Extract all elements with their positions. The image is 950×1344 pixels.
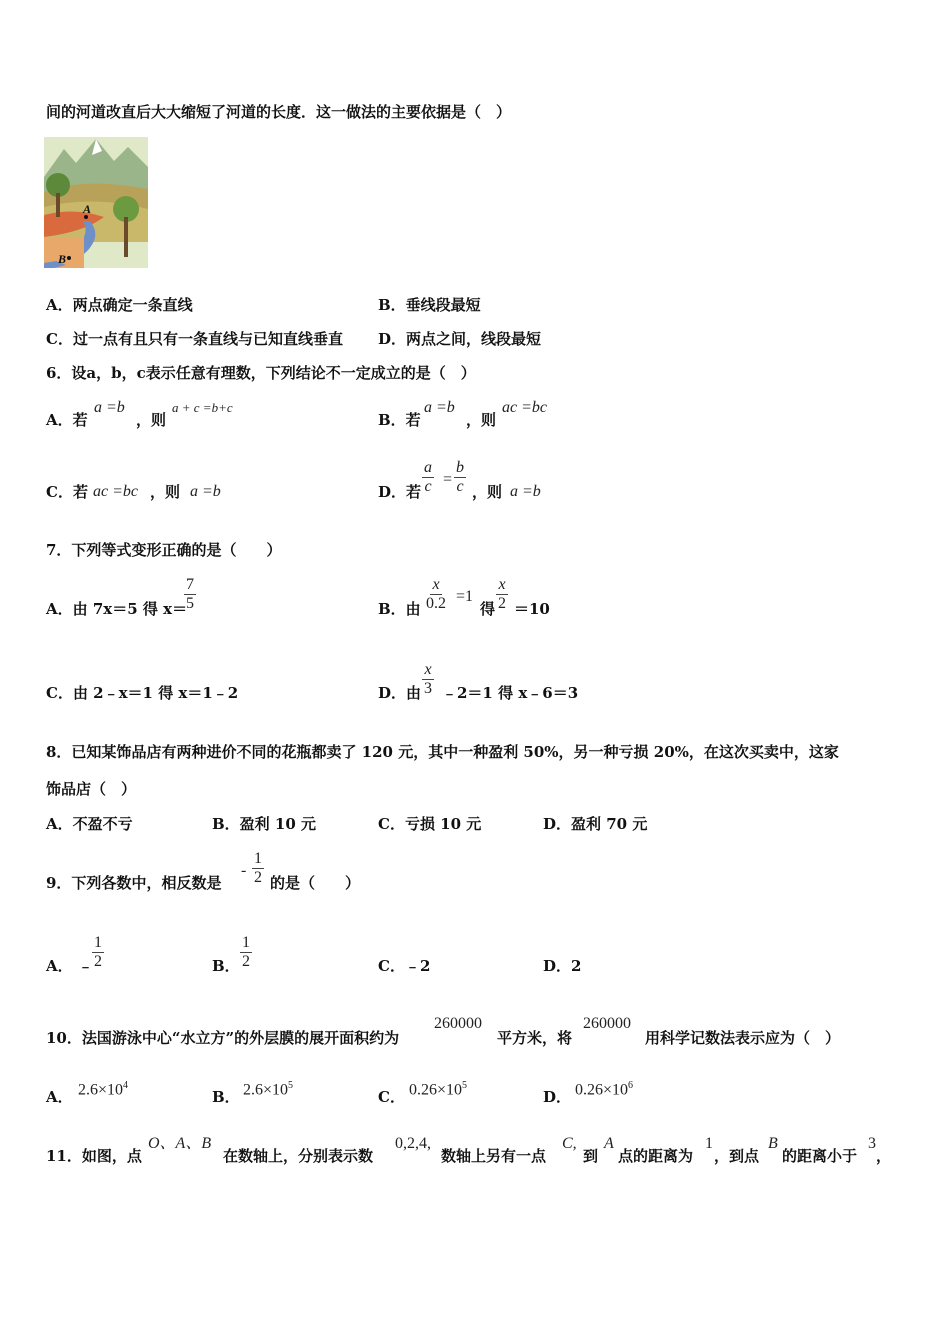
q5-stem: 间的河道改直后大大缩短了河道的长度．这一做法的主要依据是（ ） — [46, 103, 512, 121]
q8-option-c: C．亏损 10 元 — [378, 815, 482, 833]
q11-text-2: 在数轴上，分别表示数 — [223, 1147, 374, 1165]
q9-option-c: C．﹣2 — [378, 957, 431, 975]
q9-stem-fraction: $\frac{1}{2}$ — [254, 850, 262, 886]
q9-b-label: B． — [212, 957, 240, 975]
q10-d-label: D． — [543, 1088, 572, 1106]
q6-d-mid: ，则 — [472, 483, 503, 501]
q10-b-label: B． — [212, 1088, 240, 1106]
q10-c-label: C． — [378, 1088, 405, 1106]
q6-b-prefix: B．若 — [378, 411, 421, 429]
q7-d-prefix: D．由 — [378, 684, 422, 702]
q6-stem: 6．设a，b，c表示任意有理数，下列结论不一定成立的是（ ） — [46, 364, 476, 382]
q7-stem: 7．下列等式变形正确的是（ ） — [46, 541, 282, 559]
q6-b-eq1: a =b — [424, 399, 455, 416]
q6-d-equals: = — [443, 471, 453, 488]
q10-stem-suffix: 用科学记数法表示应为（ ） — [645, 1029, 841, 1047]
point-a-label: A — [83, 202, 92, 216]
q8-stem-line2: 饰品店（ ） — [46, 780, 137, 798]
q7-c-text: C．由 2﹣x＝1 得 x＝1﹣2 — [46, 684, 239, 702]
q7-b-fraction-2: $\frac{x}{2}$ — [498, 576, 506, 612]
q9-b-fraction: $\frac{1}{2}$ — [242, 934, 250, 970]
q10-stem-mid: 平方米，将 — [497, 1029, 573, 1047]
q6-d-fraction-1: $\frac{a}{c}$ — [424, 459, 432, 495]
q6-b-mid: ，则 — [466, 411, 497, 429]
q10-stem-prefix: 10．法国游泳中心“水立方”的外层膜的展开面积约为 — [46, 1029, 400, 1047]
q6-c-prefix: C．若 — [46, 483, 88, 501]
q6-d-eq2: a =b — [510, 483, 541, 500]
q6-a-eq1: a =b — [94, 399, 125, 416]
q5-option-c: C．过一点有且只有一条直线与已知直线垂直 — [46, 330, 343, 348]
q6-c-eq1: ac =bc — [93, 483, 138, 500]
q10-c-value: $0.26\times 10^5$ — [409, 1080, 468, 1099]
q9-a-fraction: $\frac{1}{2}$ — [94, 934, 102, 970]
q8-option-b: B．盈利 10 元 — [212, 815, 316, 833]
q9-stem-prefix: 9．下列各数中，相反数是 — [46, 874, 222, 892]
q8-stem-line1: 8．已知某饰品店有两种进价不同的花瓶都卖了 120 元，其中一种盈利 50%，另一种亏损 20%，在这次买卖中，这家 — [46, 743, 839, 761]
q7-b-fraction-1: $\frac{x}{0.2}$ — [426, 576, 446, 612]
q7-b-equals: =1 — [456, 588, 474, 605]
q10-a-value: $2.6\times 10^4$ — [78, 1080, 129, 1099]
q10-value-2: 260000 — [583, 1015, 631, 1032]
q9-option-d: D．2 — [543, 957, 582, 975]
q11-text-1: 11．如图，点 — [46, 1147, 142, 1165]
q11-text-5: 点的距离为 — [618, 1147, 694, 1165]
q10-value-1: 260000 — [434, 1015, 482, 1032]
q7-d-tail: ﹣2＝1 得 x﹣6＝3 — [442, 684, 579, 702]
q6-b-eq2: ac =bc — [502, 399, 547, 416]
q7-b-prefix: B．由 — [378, 600, 421, 618]
q6-c-mid: ，则 — [150, 483, 181, 501]
q11-text-6: ，到点 — [714, 1147, 760, 1165]
q7-a-text: A．由 7x＝5 得 x＝ — [46, 600, 188, 618]
q7-a-fraction: $\frac{7}{5}$ — [186, 576, 194, 612]
q6-a-mid: ，则 — [136, 411, 167, 429]
q6-d-prefix: D．若 — [378, 483, 422, 501]
q11-math-3: 3 — [868, 1135, 876, 1152]
q9-a-label: A． — [46, 957, 73, 975]
q11-math-b: B — [768, 1135, 778, 1152]
q8-option-a: A．不盈不亏 — [46, 815, 133, 833]
q5-option-b: B．垂线段最短 — [378, 296, 481, 314]
q6-c-eq2: a =b — [190, 483, 221, 500]
point-b-label: B — [58, 252, 67, 266]
q10-d-value: $0.26\times 10^6$ — [575, 1080, 634, 1099]
q7-b-tail: ＝10 — [514, 600, 550, 618]
q6-a-eq2: a + c =b+c — [172, 400, 233, 415]
q7-d-fraction: $\frac{x}{3}$ — [424, 661, 432, 697]
q11-math-points: O、A、B — [148, 1135, 212, 1152]
q7-b-mid: 得 — [480, 600, 496, 618]
q10-b-value: $2.6\times 10^5$ — [243, 1080, 294, 1099]
q11-math-c: C, — [562, 1135, 577, 1152]
q11-text-7: 的距离小于 — [782, 1147, 858, 1165]
q8-option-d: D．盈利 70 元 — [543, 815, 648, 833]
q9-stem-suffix: 的是（ ） — [270, 874, 361, 892]
q9-a-minus: ﹣ — [78, 957, 94, 975]
q6-a-prefix: A．若 — [46, 411, 88, 429]
q11-text-3: 数轴上另有一点 — [441, 1147, 547, 1165]
q11-math-1: 1 — [705, 1135, 713, 1152]
river-landscape-figure — [44, 137, 148, 268]
q10-a-label: A． — [46, 1088, 73, 1106]
q11-text-8: ， — [876, 1147, 892, 1165]
q11-math-a: A — [604, 1135, 614, 1152]
q11-text-4: 到 — [583, 1147, 599, 1165]
q5-option-a: A．两点确定一条直线 — [46, 296, 193, 314]
q5-option-d: D．两点之间，线段最短 — [378, 330, 542, 348]
q6-d-fraction-2: $\frac{b}{c}$ — [456, 459, 464, 495]
q11-math-values: 0,2,4, — [395, 1135, 431, 1152]
q9-stem-minus: - — [241, 862, 247, 879]
